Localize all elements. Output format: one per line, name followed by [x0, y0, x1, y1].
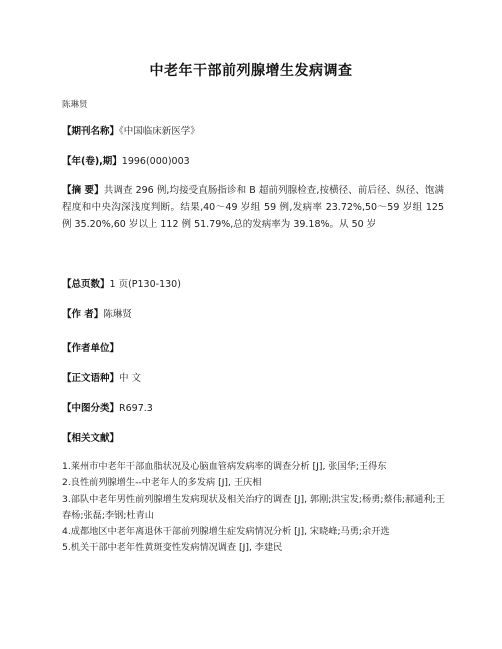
- related-heading: [62, 430, 442, 447]
- clc-label: 【中图分类】: [62, 403, 120, 414]
- reference-item-3[interactable]: 3.部队中老年男性前列腺增生发病现状及相关治疗的调查 [J], 郭刚;洪宝发;杨勇;蔡伟;郝通利;王春杨;张磊;李钢;杜青山: [62, 493, 445, 521]
- journal-field: [62, 123, 442, 140]
- year-issue-label: 【年(卷),期】: [62, 156, 122, 167]
- year-issue-value: 1996(000)003: [121, 156, 190, 167]
- language-field: [62, 370, 442, 387]
- year-issue-field: [62, 153, 442, 170]
- reference-item-4[interactable]: 4.成都地区中老年离退休干部前列腺增生症发病情况分析 [J], 宋晓峰;马勇;余开选: [62, 526, 390, 538]
- language-value: 中 文: [119, 373, 142, 384]
- abstract-field: [62, 182, 444, 233]
- related-label: 【相关文献】: [62, 433, 120, 444]
- pages-field: [62, 276, 442, 293]
- reference-item-2[interactable]: 2.良性前列腺增生--中老年人的多发病 [J], 王庆相: [62, 477, 262, 489]
- clc-field: [62, 400, 442, 417]
- language-label: 【正文语种】: [62, 373, 120, 384]
- author-line: 陈琳贤: [62, 100, 88, 110]
- affiliation-label: 【作者单位】: [62, 343, 120, 354]
- reference-item-5[interactable]: 5.机关干部中老年性黄斑变性发病情况调查 [J], 李建民: [62, 542, 283, 554]
- journal-label: 【期刊名称】: [62, 126, 120, 137]
- journal-value: 《中国临床新医学》: [119, 126, 200, 137]
- abstract-text: 共调查 296 例,均接受直肠指诊和 B 超前列腺检查,按横径、前后径、纵径、饱满程度和中央沟深浅度判断。结果,40～49 岁组 59 例,发病率 23.72%,50～59 岁组 125 例 35.20%,60 岁以上 112 例 51.79%,总的发病率为 39.18%。从 50 岁: [62, 185, 444, 230]
- clc-value: R697.3: [119, 403, 153, 414]
- author-label: 【作 者】: [62, 309, 104, 320]
- abstract-label: 【摘 要】: [62, 185, 104, 196]
- reference-item-1[interactable]: 1.莱州市中老年干部血脂状况及心脑血管病发病率的调查分析 [J], 张国华;王得东: [62, 461, 387, 472]
- pages-label: 【总页数】: [62, 279, 110, 290]
- page-title: 中老年干部前列腺增生发病调查: [149, 63, 353, 79]
- affiliation-field: [62, 340, 442, 357]
- pages-value: 1 页(P130-130): [109, 279, 181, 290]
- reference-list: [62, 459, 446, 557]
- author-value: 陈琳贤: [103, 309, 132, 320]
- author-field: [62, 306, 442, 323]
